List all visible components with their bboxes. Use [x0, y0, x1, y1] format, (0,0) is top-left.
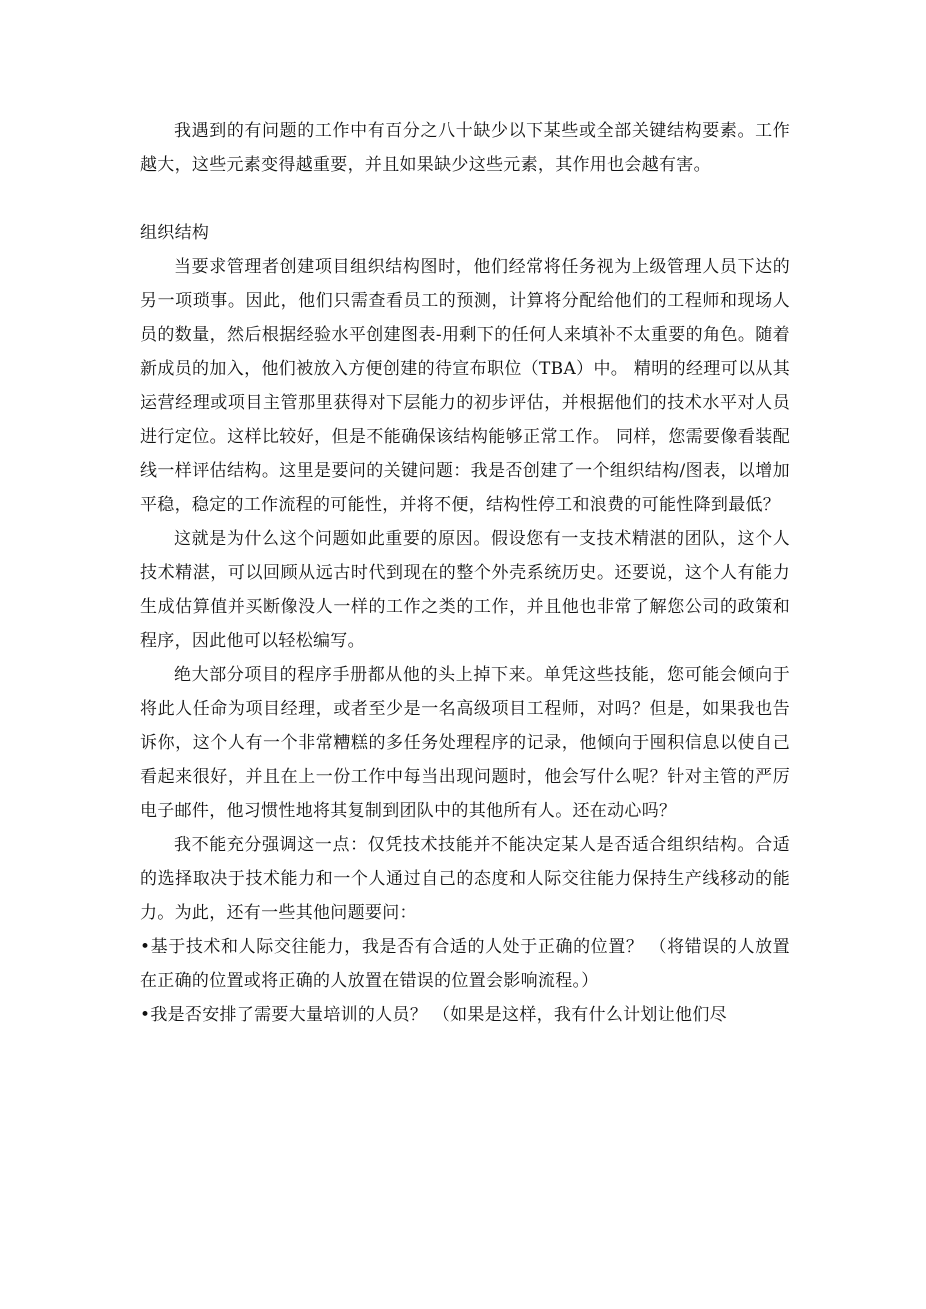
document-page — [140, 114, 790, 1032]
body-paragraph: 绝大部分项目的程序手册都从他的头上掉下来。单凭这些技能，您可能会倾向于将此人任命为项目经理，或者至少是一名高级项目工程师，对吗？但是，如果我也告诉你，这个人有一个非常糟糕的多任务处理程序的记录，他倾向于囤积信息以使自己看起来很好，并且在上一份工作中每当出现问题时，他会写什么呢？针对主管的严厉电子邮件，他习惯性地将其复制到团队中的其他所有人。还在动心吗？ — [140, 665, 790, 821]
bullet-item: •我是否安排了需要大量培训的人员？ （如果是这样，我有什么计划让他们尽 — [140, 1005, 727, 1025]
bullet-item: •基于技术和人际交往能力，我是否有合适的人处于正确的位置？ （将错误的人放置在正确的位置或将正确的人放置在错误的位置会影响流程。） — [140, 937, 790, 991]
section-heading: 组织结构 — [140, 223, 210, 243]
body-paragraph: 我不能充分强调这一点：仅凭技术技能并不能决定某人是否适合组织结构。合适的选择取决于技术能力和一个人通过自己的态度和人际交往能力保持生产线移动的能力。为此，还有一些其他问题要问： — [140, 835, 790, 923]
body-paragraph: 当要求管理者创建项目组织结构图时，他们经常将任务视为上级管理人员下达的另一项琐事。因此，他们只需查看员工的预测，计算将分配给他们的工程师和现场人员的数量，然后根据经验水平创建图表-用剩下的任何人来填补不太重要的角色。随着新成员的加入，他们被放入方便创建的待宣布职位（TBA）中。 精明的经理可以从其运营经理或项目主管那里获得对下层能力的初步评估，并根据他们的技术水平对人员进行定位。这样比较好，但是不能确保该结构能够正常工作。 同样，您需要像看装配线一样评估结构。这里是要问的关键问题：我是否创建了一个组织结构/图表，以增加平稳，稳定的工作流程的可能性，并将不便，结构性停工和浪费的可能性降到最低？ — [140, 257, 790, 515]
intro-paragraph: 我遇到的有问题的工作中有百分之八十缺少以下某些或全部关键结构要素。工作越大，这些元素变得越重要，并且如果缺少这些元素，其作用也会越有害。 — [140, 121, 790, 175]
body-paragraph: 这就是为什么这个问题如此重要的原因。假设您有一支技术精湛的团队，这个人技术精湛，可以回顾从远古时代到现在的整个外壳系统历史。还要说，这个人有能力生成估算值并买断像没人一样的工作之类的工作，并且他也非常了解您公司的政策和程序，因此他可以轻松编写。 — [140, 529, 790, 651]
